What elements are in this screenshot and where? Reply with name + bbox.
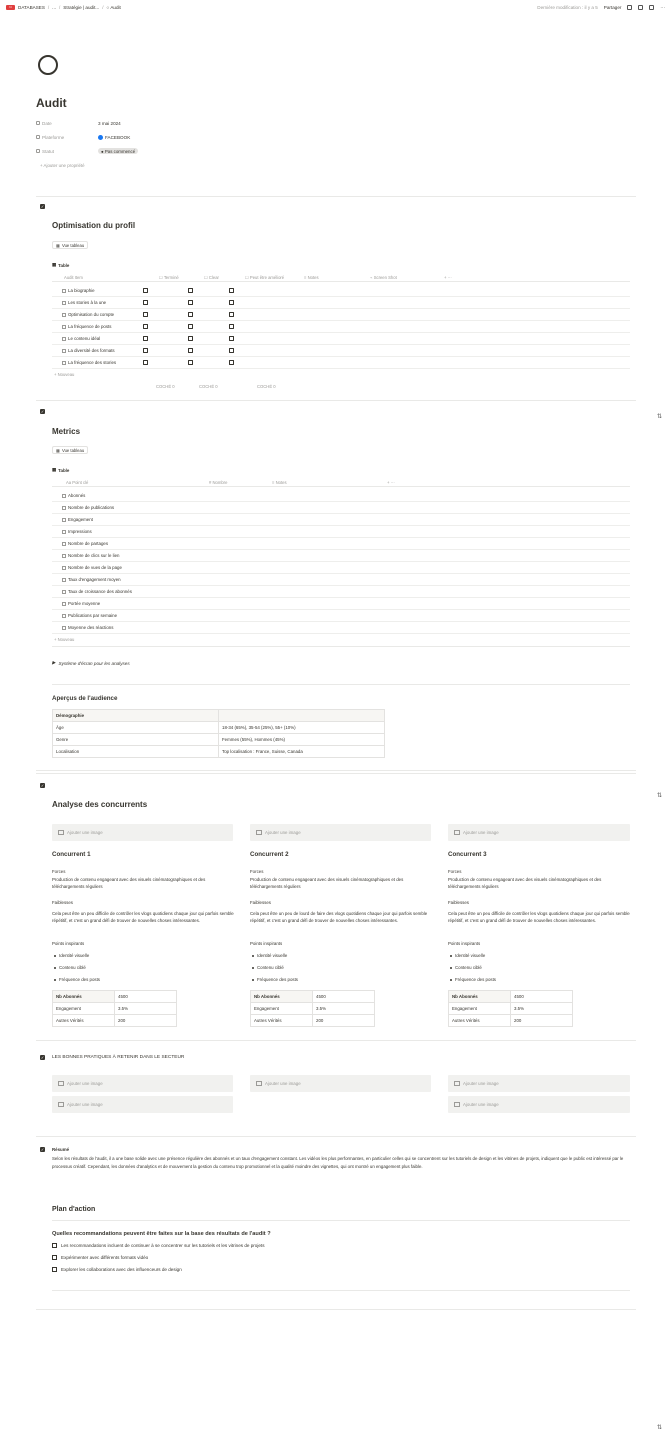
add-image-button[interactable] — [448, 1096, 630, 1113]
table-row[interactable] — [52, 598, 630, 610]
add-block-icon[interactable]: ⇅ — [656, 793, 662, 799]
points-label: Points inspirants — [52, 941, 85, 946]
property-value: 3 mai 2024 — [98, 120, 121, 126]
column-header[interactable]: # Nombre — [209, 480, 228, 485]
row-title: Nombre de vues de la page — [68, 565, 122, 570]
table-cell[interactable]: Nb Abonnés — [449, 991, 511, 1003]
analytics-toggle[interactable] — [52, 660, 130, 666]
column-header-label: Notes — [307, 275, 319, 280]
improve-checkbox[interactable] — [229, 288, 234, 293]
row-title: La fréquence de posts — [68, 324, 112, 329]
table-view-label[interactable] — [52, 467, 69, 473]
faiblesses-text: Cela peut être un peu difficile de contrôler les vlogs quotidiens chaque jour qui parfois semble répétitif, et c'est un grand défi de trouver de nouvelles choses intéressantes. — [52, 911, 234, 923]
row-title: La biographie — [68, 288, 95, 293]
page-icon — [62, 361, 66, 365]
property-key: Plateforme — [42, 134, 65, 140]
table-cell[interactable]: Nb Abonnés — [53, 991, 115, 1003]
image-icon — [58, 1102, 64, 1107]
row-title: La fréquence des stories — [68, 360, 117, 365]
table-cell[interactable]: Autres Vérités — [449, 1015, 511, 1027]
image-icon — [454, 1081, 460, 1086]
view-tab-button[interactable] — [52, 446, 88, 454]
table-cell[interactable]: 3.5% — [313, 1003, 375, 1015]
breadcrumb-separator: / — [47, 4, 50, 10]
view-tab-label: Vue tableau — [61, 242, 85, 248]
column-header-label: Terminé — [163, 275, 179, 280]
view-label-text: Table — [58, 262, 70, 268]
table-cell[interactable]: Femmes (55%), Hommes (45%) — [219, 734, 385, 746]
table-row[interactable] — [52, 285, 630, 297]
table-header — [52, 479, 630, 487]
status-icon — [36, 149, 40, 153]
todo-item[interactable] — [52, 1243, 265, 1248]
table-row — [53, 722, 385, 734]
circle-icon[interactable] — [38, 55, 58, 75]
checkbox-checked-icon[interactable]: ✓ — [40, 408, 45, 414]
breadcrumb-audit[interactable]: ○ Audit — [106, 4, 121, 10]
competitor-title: Concurrent 2 — [250, 851, 289, 858]
table-cell[interactable]: Engagement — [53, 1003, 115, 1015]
done-checkbox[interactable] — [143, 336, 148, 341]
table-row — [53, 746, 385, 758]
clear-checkbox[interactable] — [188, 300, 193, 305]
audience-table — [52, 709, 385, 758]
list-item-text: Contenu ciblé — [257, 965, 284, 970]
forces-text: Production de contenu engageant avec des visuels cinématographiques et des téléchargements réguliers — [250, 877, 404, 889]
table-row[interactable] — [52, 514, 630, 526]
table-cell[interactable]: Top localisation : France, Suisse, Canada — [219, 746, 385, 758]
divider — [36, 400, 636, 401]
table-cell[interactable]: 18-34 (65%), 35-54 (25%), 55+ (10%) — [219, 722, 385, 734]
table-row[interactable] — [52, 562, 630, 574]
add-image-label: Ajouter une image — [265, 1081, 301, 1086]
add-image-button[interactable] — [250, 824, 431, 841]
clear-checkbox[interactable] — [188, 324, 193, 329]
add-block-icon[interactable]: ⇅ — [656, 414, 662, 420]
list-item-text: Fréquence des posts — [257, 977, 299, 982]
column-header-label: Screen Shot — [373, 275, 397, 280]
favorite-icon[interactable] — [649, 5, 654, 10]
table-row[interactable] — [52, 345, 630, 357]
table-cell[interactable]: Autres Vérités — [251, 1015, 313, 1027]
checkbox-checked-icon[interactable]: ✓ — [40, 1054, 45, 1060]
done-checkbox[interactable] — [143, 348, 148, 353]
table-cell[interactable]: Engagement — [449, 1003, 511, 1015]
table-row[interactable] — [52, 321, 630, 333]
faiblesses-text: Cela peut être un peu difficile de contrôler les vlogs quotidiens chaque jour qui parfois semble répétitif, et c'est un grand défi de trouver de nouvelles choses intéressantes. — [448, 911, 630, 923]
table-row[interactable] — [52, 622, 630, 634]
table-cell[interactable]: 4500 — [313, 991, 375, 1003]
todo-item[interactable] — [52, 1255, 148, 1260]
table-cell[interactable]: 3.5% — [115, 1003, 177, 1015]
add-column-button[interactable]: + ··· — [444, 275, 452, 280]
table-row[interactable] — [52, 309, 630, 321]
faiblesses-label: Faiblesses — [52, 900, 73, 905]
breadcrumb-audit-label: Audit — [110, 4, 121, 10]
add-image-label: Ajouter une image — [265, 830, 301, 835]
column-header-label: Notes — [275, 480, 287, 485]
list-item — [450, 965, 482, 970]
tag-icon — [36, 135, 40, 139]
breadcrumb-separator: / — [102, 4, 104, 10]
table-row[interactable] — [52, 610, 630, 622]
divider — [52, 1220, 630, 1221]
add-image-button[interactable] — [52, 1096, 233, 1113]
table-cell[interactable]: 200 — [115, 1015, 177, 1027]
page-icon — [62, 337, 66, 341]
improve-checkbox[interactable] — [229, 360, 234, 365]
image-icon — [454, 830, 460, 835]
view-label-text: Table — [58, 467, 70, 473]
table-row — [53, 734, 385, 746]
property-date[interactable] — [36, 119, 121, 127]
page-icon — [62, 349, 66, 353]
property-value: FACEBOOK — [105, 134, 131, 140]
add-image-label: Ajouter une image — [463, 1081, 499, 1086]
add-image-button[interactable] — [448, 1075, 630, 1092]
triangle-right-icon: ▶ — [52, 660, 56, 665]
property-key: Statut — [42, 148, 55, 154]
row-title: Portée moyenne — [68, 601, 101, 606]
table-row[interactable] — [52, 502, 630, 514]
column-header-label: Clear — [208, 275, 219, 280]
table-cell[interactable]: 3.5% — [511, 1003, 573, 1015]
improve-checkbox[interactable] — [229, 324, 234, 329]
top-bar — [0, 0, 671, 14]
todo-checkbox[interactable] — [52, 1267, 57, 1272]
divider — [36, 1309, 636, 1310]
points-label: Points inspirants — [448, 941, 481, 946]
row-title: Nombre de partages — [68, 541, 109, 546]
view-tab-label: Vue tableau — [61, 447, 85, 453]
table-cell[interactable]: Nb Abonnés — [251, 991, 313, 1003]
breadcrumb-strategy[interactable]: Stratégie | audit... — [63, 4, 100, 10]
list-item-text: Fréquence des posts — [455, 977, 497, 982]
facebook-icon — [98, 135, 103, 140]
divider — [36, 770, 636, 771]
column-header[interactable]: Audit Item — [64, 275, 83, 280]
points-label: Points inspirants — [250, 941, 283, 946]
table-row[interactable] — [52, 586, 630, 598]
more-icon[interactable]: ··· — [660, 4, 665, 10]
forces-label: Forces — [52, 869, 66, 874]
column-header[interactable]: ≡ Notes — [272, 480, 287, 485]
table-row[interactable] — [52, 538, 630, 550]
summary-label: Résumé — [52, 1147, 70, 1152]
divider — [52, 646, 630, 647]
divider — [36, 1136, 636, 1137]
table-icon: ▦ — [52, 262, 57, 267]
faiblesses-text: Cela peut être un peu de lourd de faire des vlogs quotidiens chaque jour qui parfois semble répétitif, et c'est un grand défi de trouver de nouvelles choses intéressantes. — [250, 911, 428, 923]
page-icon — [62, 289, 66, 293]
comments-icon[interactable] — [627, 5, 632, 10]
metrics-heading: Metrics — [52, 427, 81, 436]
action-plan-heading: Plan d'action — [52, 1206, 96, 1213]
todo-text: Expérimenter avec différents formats vidéo — [61, 1255, 149, 1260]
add-image-label: Ajouter une image — [67, 830, 103, 835]
list-item — [252, 965, 284, 970]
page-icon — [62, 301, 66, 305]
competitor-title: Concurrent 3 — [448, 851, 487, 858]
done-checkbox[interactable] — [143, 324, 148, 329]
divider — [52, 1290, 630, 1291]
forces-text: Production de contenu engageant avec des visuels cinématographiques et des téléchargements réguliers — [448, 877, 602, 889]
competitor-stats-table — [448, 990, 573, 1027]
add-image-button[interactable] — [448, 824, 630, 841]
page-icon — [62, 518, 66, 522]
table-cell[interactable]: Âge — [53, 722, 219, 734]
property-platform[interactable] — [36, 133, 130, 141]
add-block-icon[interactable]: ⇅ — [656, 1425, 662, 1431]
clear-checkbox[interactable] — [188, 348, 193, 353]
table-header — [52, 274, 630, 282]
table-cell[interactable]: Genre — [53, 734, 219, 746]
list-item — [252, 953, 287, 958]
table-row[interactable] — [52, 333, 630, 345]
column-header[interactable]: ≡ Notes — [304, 275, 319, 280]
add-image-label: Ajouter une image — [67, 1102, 103, 1107]
list-item — [54, 977, 100, 982]
add-image-label: Ajouter une image — [463, 1102, 499, 1107]
page-icon — [62, 506, 66, 510]
list-item — [54, 953, 89, 958]
competitors-heading: Analyse des concurrents — [52, 800, 148, 809]
list-item-text: Identité visuelle — [455, 953, 486, 958]
column-header[interactable]: ☐ Terminé — [159, 275, 179, 280]
table-row[interactable] — [52, 574, 630, 586]
page-icon — [62, 554, 66, 558]
list-item-text: Contenu ciblé — [455, 965, 482, 970]
improve-checkbox[interactable] — [229, 300, 234, 305]
page-icon — [62, 614, 66, 618]
property-status[interactable] — [36, 147, 138, 155]
improve-checkbox[interactable] — [229, 336, 234, 341]
done-checkbox[interactable] — [143, 312, 148, 317]
column-header[interactable]: ☐ Peut être amélioré — [245, 275, 285, 280]
table-cell[interactable]: Autres Vérités — [53, 1015, 115, 1027]
page-icon — [62, 626, 66, 630]
table-icon: ▦ — [56, 242, 60, 248]
done-checkbox[interactable] — [143, 360, 148, 365]
view-tab-button[interactable] — [52, 241, 88, 249]
add-column-button[interactable]: + ··· — [387, 480, 395, 485]
table-cell[interactable]: 200 — [511, 1015, 573, 1027]
status-badge: ● Pas commencé — [98, 148, 138, 154]
improve-count: COCHÉ 0 — [257, 384, 276, 389]
list-item — [252, 977, 298, 982]
row-title: Les stories à la une — [68, 300, 107, 305]
page-icon — [62, 325, 66, 329]
action-plan-question: Quelles recommandations peuvent être faites sur la base des résultats de l'audit ? — [52, 1231, 271, 1237]
share-button[interactable]: Partager — [603, 4, 622, 10]
page-icon — [62, 578, 66, 582]
workspace-icon[interactable]: N — [6, 5, 15, 10]
row-title: Taux d'engagement moyen — [68, 577, 121, 582]
done-checkbox[interactable] — [143, 288, 148, 293]
todo-checkbox[interactable] — [52, 1255, 57, 1260]
add-image-button[interactable] — [52, 1075, 233, 1092]
image-icon — [58, 830, 64, 835]
clear-checkbox[interactable] — [188, 360, 193, 365]
table-cell[interactable]: 200 — [313, 1015, 375, 1027]
best-practices-heading: LES BONNES PRATIQUES À RETENIR DANS LE SECTEUR — [52, 1055, 185, 1060]
column-header[interactable]: ☐ Clear — [204, 275, 219, 280]
page-icon — [62, 542, 66, 546]
forces-text: Production de contenu engageant avec des visuels cinématographiques et des téléchargements réguliers — [52, 877, 206, 889]
summary-text: Selon les résultats de l'audit, il a une base solide avec une présence régulière des abonnés et un taux d'engagement constant. Les vidéos les plus performantes, en particulier celles qui se concentrent sur les tutoriels de design et les vitrines de projets, indiquent que le public est intéressé par le processus créatif. Cependant, les données d'analytics et de mouvement la gestion du contenu trop promotionnel et la qualité moindre des vignettes, qui ont montré un engagement plus faible. — [52, 1156, 624, 1169]
table-icon: ▦ — [56, 447, 60, 453]
page-icon — [62, 590, 66, 594]
done-checkbox[interactable] — [143, 300, 148, 305]
faiblesses-label: Faiblesses — [250, 900, 271, 905]
column-header-label: Nombre — [212, 480, 228, 485]
audience-heading: Aperçus de l'audience — [52, 695, 118, 702]
column-header[interactable]: ⌁ Screen Shot — [370, 275, 397, 280]
breadcrumb-ellipsis[interactable]: ... — [52, 4, 57, 10]
todo-text: Les recommandations incluent de continuer à se concentrer sur les tutoriels et les vitrines de projets — [61, 1243, 265, 1248]
table-row[interactable] — [52, 550, 630, 562]
page-icon — [62, 566, 66, 570]
page-icon — [62, 313, 66, 317]
competitor-stats-table — [52, 990, 177, 1027]
row-title: Nombre de clics sur le lien — [68, 553, 120, 558]
done-count: COCHÉ 0 — [156, 384, 175, 389]
todo-text: Explorer les collaborations avec des influenceurs de design — [61, 1267, 182, 1272]
checkbox-checked-icon[interactable]: ✓ — [40, 203, 45, 209]
list-item — [54, 965, 86, 970]
column-header[interactable]: Aa Point clé — [66, 480, 89, 485]
row-title: Publications par semaine — [68, 613, 118, 618]
forces-label: Forces — [250, 869, 264, 874]
clear-checkbox[interactable] — [188, 336, 193, 341]
table-row[interactable] — [52, 357, 630, 369]
row-title: Abonnés — [68, 493, 86, 498]
divider — [36, 773, 636, 774]
forces-label: Forces — [448, 869, 462, 874]
page-icon — [62, 530, 66, 534]
table-cell[interactable] — [219, 710, 385, 722]
list-item-text: Fréquence des posts — [59, 977, 101, 982]
divider — [52, 684, 630, 685]
add-property-label: Ajouter une propriété — [43, 163, 85, 168]
clear-count: COCHÉ 0 — [199, 384, 218, 389]
calendar-icon — [36, 121, 40, 125]
table-cell[interactable]: 4500 — [511, 991, 573, 1003]
table-row[interactable] — [52, 526, 630, 538]
improve-checkbox[interactable] — [229, 348, 234, 353]
divider — [36, 1040, 636, 1041]
row-title: Moyenne des réactions — [68, 625, 114, 630]
list-item-text: Contenu ciblé — [59, 965, 86, 970]
image-icon — [58, 1081, 64, 1086]
clear-checkbox[interactable] — [188, 312, 193, 317]
table-row[interactable] — [52, 490, 630, 502]
table-row — [53, 710, 385, 722]
topbar-actions — [537, 5, 665, 10]
row-title: Impressions — [68, 529, 92, 534]
todo-item[interactable] — [52, 1267, 182, 1272]
improve-checkbox[interactable] — [229, 312, 234, 317]
add-image-label: Ajouter une image — [67, 1081, 103, 1086]
table-row[interactable] — [52, 297, 630, 309]
todo-checkbox[interactable] — [52, 1243, 57, 1248]
row-title: Optimisation du compte — [68, 312, 115, 317]
breadcrumb-databases[interactable]: DATABASES — [18, 4, 45, 10]
page-icon — [62, 602, 66, 606]
image-icon — [454, 1102, 460, 1107]
table-cell[interactable]: Engagement — [251, 1003, 313, 1015]
image-icon — [256, 830, 262, 835]
breadcrumb-separator: / — [59, 4, 61, 10]
table-cell[interactable]: Démographie — [53, 710, 219, 722]
clear-checkbox[interactable] — [188, 288, 193, 293]
toggle-label: Système d'écran pour les analyses — [58, 660, 130, 666]
column-header-label: Peut être amélioré — [249, 275, 285, 280]
faiblesses-label: Faiblesses — [448, 900, 469, 905]
row-title: Le contenu idéal — [68, 336, 101, 341]
status-label: Pas commencé — [104, 148, 136, 154]
add-image-label: Ajouter une image — [463, 830, 499, 835]
updates-icon[interactable] — [638, 5, 643, 10]
row-title: La diversité des formats — [68, 348, 115, 353]
profile-heading: Optimisation du profil — [52, 221, 136, 230]
page-title[interactable]: Audit — [36, 96, 67, 110]
row-title: Nombre de publications — [68, 505, 115, 510]
add-image-button[interactable] — [250, 1075, 431, 1092]
row-title: Taux de croissance des abonnés — [68, 589, 132, 594]
add-image-button[interactable] — [52, 824, 233, 841]
table-view-label[interactable] — [52, 262, 69, 268]
image-icon — [256, 1081, 262, 1086]
checkbox-checked-icon[interactable]: ✓ — [40, 782, 45, 788]
new-row-button[interactable]: + Nouveau — [54, 372, 75, 377]
page-icon — [62, 494, 66, 498]
list-item — [450, 953, 485, 958]
competitor-stats-table — [250, 990, 375, 1027]
new-row-button[interactable]: + Nouveau — [54, 637, 75, 642]
last-edited: Dernière modification : il y a 5 — [537, 4, 598, 10]
add-property-button[interactable]: + Ajouter une propriété — [40, 163, 85, 168]
list-item-text: Identité visuelle — [59, 953, 90, 958]
list-item — [450, 977, 496, 982]
row-title: Engagement — [68, 517, 93, 522]
table-cell[interactable]: 4500 — [115, 991, 177, 1003]
competitor-title: Concurrent 1 — [52, 851, 91, 858]
divider — [36, 196, 636, 197]
list-item-text: Identité visuelle — [257, 953, 288, 958]
property-key: Date — [42, 120, 52, 126]
table-cell[interactable]: Localisation — [53, 746, 219, 758]
checkbox-checked-icon[interactable]: ✓ — [40, 1146, 45, 1152]
table-icon: ▦ — [52, 467, 57, 472]
